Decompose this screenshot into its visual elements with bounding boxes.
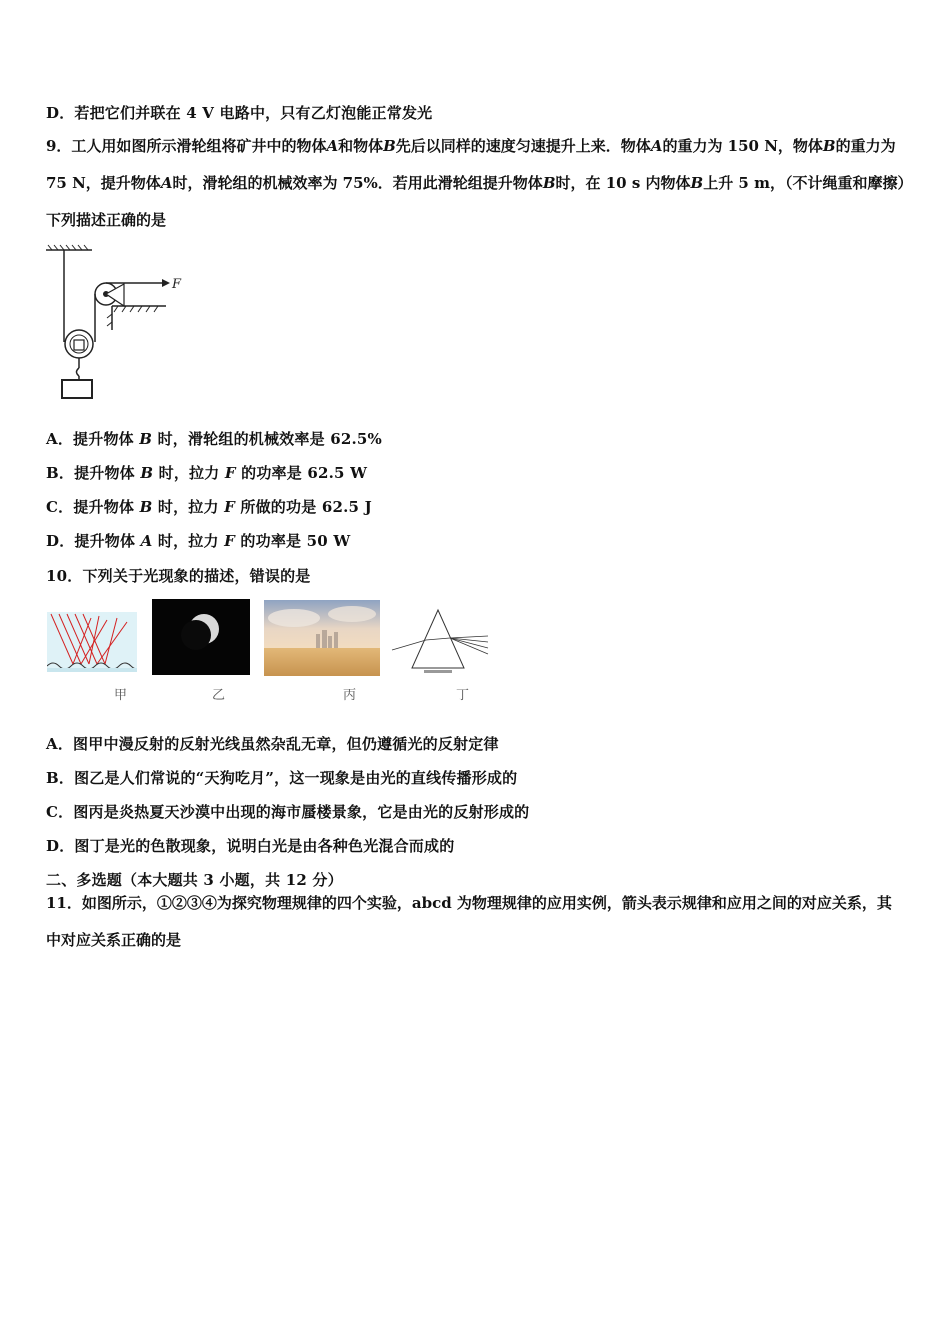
q9-option-d: D．提升物体 A 时，拉力 F 的功率是 50 W <box>46 532 351 550</box>
q9-stem: 9．工人用如图所示滑轮组将矿井中的物体A和物体B先后以同样的速度匀速提升上来．物体A的重力为 150 N，物体B的重力为 75 N，提升物体A时，滑轮组的机械效率为 75%．若用此滑轮组提升物体B时，在 10 s 内物体B上升 5 m，（不计绳重和摩擦）下列描述正确的是 <box>46 137 905 229</box>
lunar-eclipse-image <box>152 599 250 675</box>
desert-mirage-image <box>264 600 380 676</box>
q10-option-a: A．图甲中漫反射的反射光线虽然杂乱无章，但仍遵循光的反射定律 <box>46 735 499 753</box>
q9-option-a: A．提升物体 B 时，滑轮组的机械效率是 62.5% <box>46 430 382 448</box>
section-title: 二、多选题（本大题共 3 小题，共 12 分） <box>46 871 343 889</box>
q10-option-b: B．图乙是人们常说的“天狗吃月”，这一现象是由光的直线传播形成的 <box>46 769 518 787</box>
caption-yi: 乙 <box>212 688 226 703</box>
caption-jia: 甲 <box>114 688 128 703</box>
force-label: F <box>172 277 182 292</box>
q10-stem: 10．下列关于光现象的描述，错误的是 <box>46 567 311 585</box>
prism-dispersion-image <box>388 606 496 680</box>
q10-option-d: D．图丁是光的色散现象，说明白光是由各种色光混合而成的 <box>46 837 455 855</box>
caption-ding: 丁 <box>456 688 470 703</box>
diffuse-reflection-image <box>47 612 137 672</box>
q11-stem: 11．如图所示，①②③④为探究物理规律的四个实验，abcd 为物理规律的应用实例，箭头表示规律和应用之间的对应关系，其中对应关系正确的是 <box>46 894 892 949</box>
q9-option-b: B．提升物体 B 时，拉力 F 的功率是 62.5 W <box>46 464 368 482</box>
pulley-diagram <box>44 244 194 404</box>
caption-bing: 丙 <box>343 688 357 703</box>
q10-option-c: C．图丙是炎热夏天沙漠中出现的海市蜃楼景象，它是由光的反射形成的 <box>46 803 530 821</box>
q9-option-c: C．提升物体 B 时，拉力 F 所做的功是 62.5 J <box>46 498 372 516</box>
q8-option-d: D．若把它们并联在 4 V 电路中，只有乙灯泡能正常发光 <box>46 104 433 122</box>
